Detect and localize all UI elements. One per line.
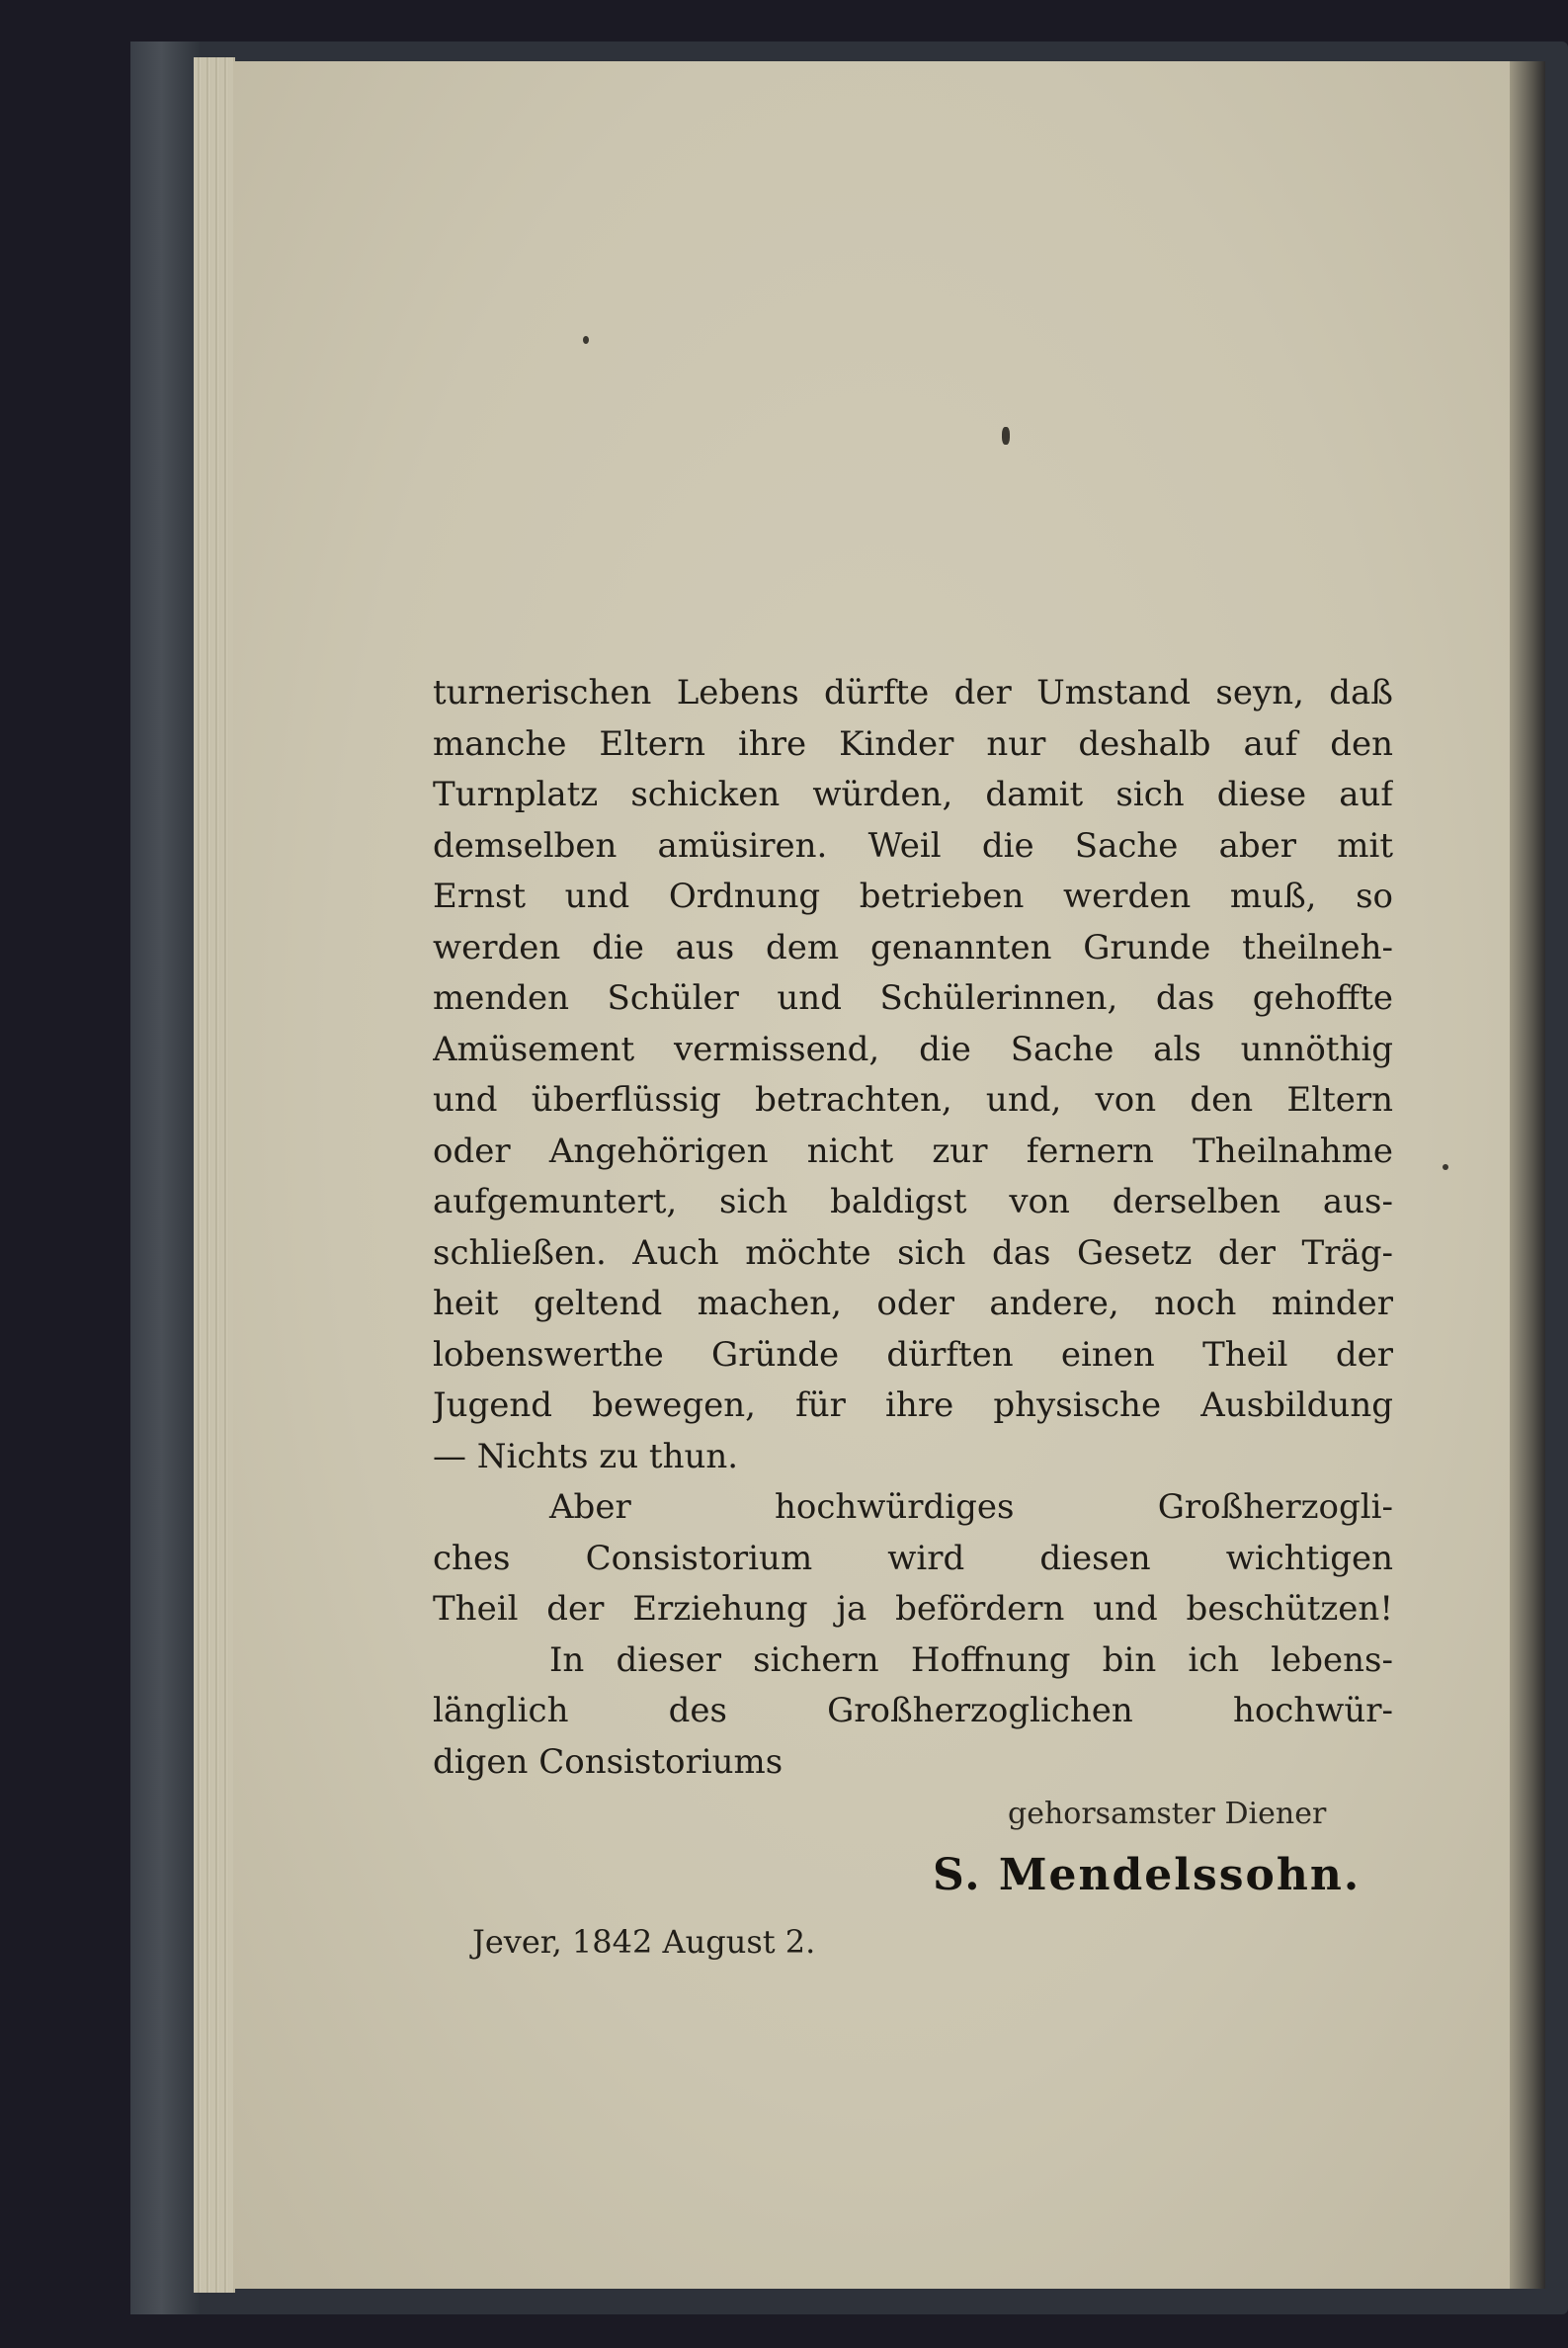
closing-phrase: gehorsamster Diener [1008, 1797, 1327, 1831]
dateline: Jever, 1842 August 2. [472, 1923, 816, 1961]
text-line: werden die aus dem genannten Grunde theilneh- [433, 927, 1393, 967]
text-line: länglich des Großherzoglichen hochwür- [433, 1691, 1393, 1730]
text-line: schließen. Auch möchte sich das Gesetz der Träg- [433, 1232, 1393, 1273]
text-line: Turnplatz schicken würden, damit sich diese auf [433, 775, 1393, 814]
book-cover-edge [130, 42, 200, 2314]
text-line: demselben amüsiren. Weil die Sache aber mit [433, 825, 1393, 866]
body-text [433, 668, 1393, 1788]
paper-speck [1002, 427, 1010, 445]
text-line: In dieser sichern Hoffnung bin ich lebens- [549, 1639, 1393, 1680]
text-line: Ernst und Ordnung betrieben werden muß, so [433, 877, 1393, 916]
text-line: Aber hochwürdiges Großherzogli- [549, 1487, 1393, 1527]
text-line: digen Consistoriums [433, 1741, 784, 1782]
book-gutter [1510, 61, 1545, 2289]
text-line: Jugend bewegen, für ihre physische Ausbildung [433, 1385, 1393, 1425]
text-line: menden Schüler und Schülerinnen, das gehoffte [433, 978, 1393, 1018]
text-line: Amüsement vermissend, die Sache als unnöthig [433, 1029, 1393, 1069]
text-line: — Nichts zu thun. [433, 1436, 739, 1476]
text-line: und überflüssig betrachten, und, von den Eltern [433, 1080, 1393, 1120]
text-line: turnerischen Lebens dürfte der Umstand seyn, daß [433, 673, 1393, 713]
paper-speck [583, 336, 589, 344]
signature: S. Mendelssohn. [933, 1850, 1362, 1900]
paper-speck [1443, 1164, 1448, 1170]
page-edges [194, 57, 235, 2293]
text-line: aufgemuntert, sich baldigst von derselben aus- [433, 1182, 1393, 1221]
text-line: manche Eltern ihre Kinder nur deshalb auf den [433, 723, 1393, 764]
text-line: ches Consistorium wird diesen wichtigen [433, 1538, 1393, 1578]
text-line: Theil der Erziehung ja befördern und beschützen! [433, 1589, 1393, 1629]
text-line: lobenswerthe Gründe dürften einen Theil der [433, 1334, 1393, 1375]
text-line: oder Angehörigen nicht zur fernern Theilnahme [433, 1131, 1393, 1171]
text-line: heit geltend machen, oder andere, noch minder [433, 1284, 1393, 1323]
